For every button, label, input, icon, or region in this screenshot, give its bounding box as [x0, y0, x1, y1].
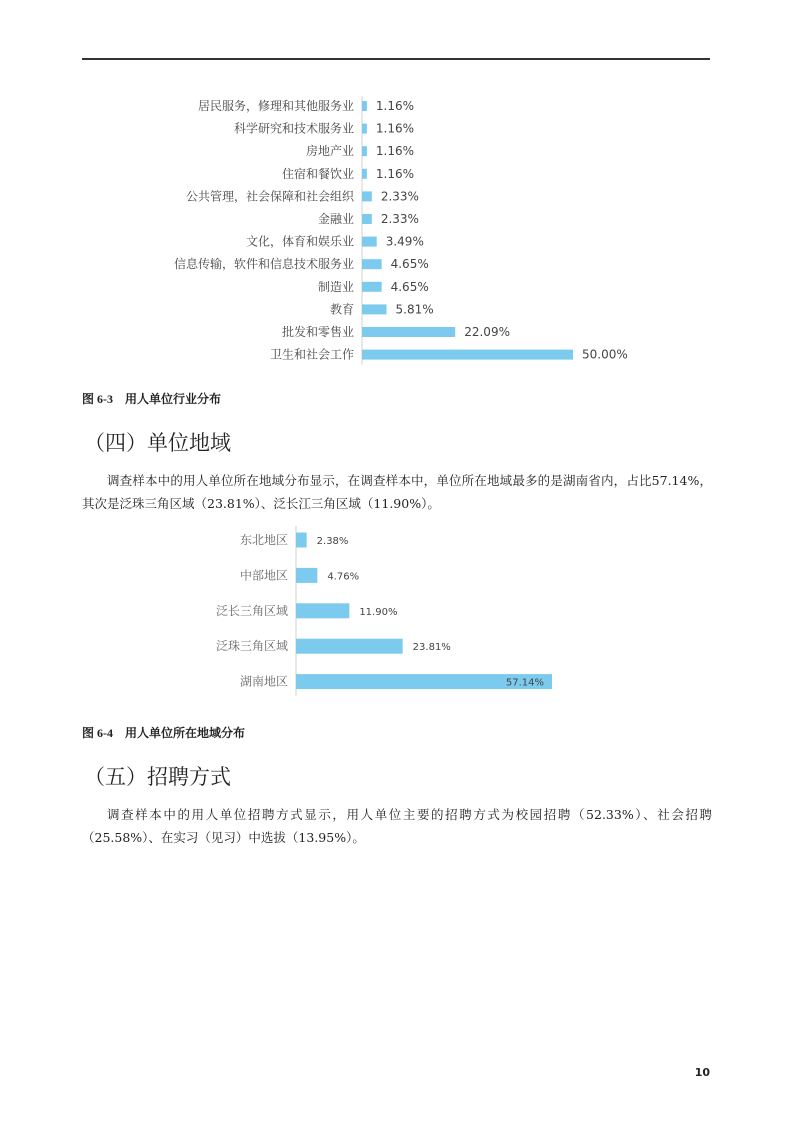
section-5-paragraph: 调查样本中的用人单位招聘方式显示，用人单位主要的招聘方式为校园招聘（52.33%）、社会招聘（25.58%）、在实习（见习）中选拔（13.95%）。	[82, 807, 712, 845]
chart1-value-label: 4.65%	[390, 279, 429, 294]
chart1-value-label: 50.00%	[582, 347, 628, 362]
chart2-value-label: 57.14%	[505, 677, 544, 689]
chart1-category-label: 文化，体育和娱乐业	[245, 234, 354, 249]
chart2-value-label: 11.90%	[359, 606, 398, 618]
chart1-category-label: 制造业	[317, 279, 354, 294]
section-5-heading: （五）招聘方式	[84, 765, 231, 789]
chart2-bar	[296, 533, 307, 548]
chart1-category-label: 金融业	[317, 212, 354, 226]
chart2-value-label: 23.81%	[412, 642, 451, 654]
chart2-value-label: 2.38%	[316, 536, 349, 547]
chart1-value-label: 5.81%	[395, 302, 434, 317]
chart2-bar	[296, 639, 403, 654]
chart1-category-label: 卫生和社会工作	[269, 347, 354, 362]
chart2-category-label: 泛珠三角区域	[215, 639, 288, 654]
chart1-value-label: 2.33%	[380, 212, 419, 226]
chart2-bar	[296, 603, 349, 618]
chart1-value-label: 2.33%	[380, 189, 419, 204]
figure-4-caption	[82, 724, 245, 741]
chart1-value-label: 1.16%	[375, 121, 415, 136]
chart1-category-label: 居民服务，修理和其他服务业	[197, 99, 354, 113]
chart1-value-label: 1.16%	[375, 99, 415, 113]
page-number: 10	[694, 1066, 710, 1079]
section-4-paragraph: 调查样本中的用人单位所在地域分布显示，在调查样本中，单位所在地域最多的是湖南省内，占比57.14%，其次是泛珠三角区域（23.81%）、泛长江三角区域（11.90%）。	[82, 473, 712, 511]
chart1-value-label: 1.16%	[375, 166, 415, 181]
chart1-category-label: 教育	[329, 302, 354, 317]
section-4-heading: （四）单位地域	[84, 431, 231, 455]
figure-4-number: 图 6-4	[82, 726, 113, 740]
chart2-bar	[296, 568, 317, 583]
chart1-category-label: 公共管理，社会保障和社会组织	[185, 189, 354, 204]
chart1-value-label: 22.09%	[464, 325, 510, 339]
chart2-category-label: 东北地区	[239, 533, 288, 547]
chart1-category-label: 住宿和餐饮业	[281, 166, 354, 181]
chart2-category-label: 湖南地区	[239, 674, 288, 689]
chart1-category-label: 信息传输，软件和信息技术服务业	[173, 257, 354, 272]
chart1-value-label: 1.16%	[375, 144, 415, 159]
chart1-value-label: 3.49%	[385, 234, 424, 249]
figure-3-number: 图 6-3	[82, 392, 113, 406]
figure-3-title: 用人单位行业分布	[125, 392, 222, 406]
chart1-category-label: 科学研究和技术服务业	[233, 121, 354, 136]
chart2-category-label: 中部地区	[239, 568, 288, 583]
chart1-category-label: 批发和零售业	[281, 325, 354, 339]
figure-4-title: 用人单位所在地域分布	[125, 726, 246, 740]
chart1-value-label: 4.65%	[390, 257, 429, 272]
chart2-category-label: 泛长三角区域	[215, 603, 288, 618]
chart1-category-label: 房地产业	[305, 144, 354, 159]
chart2-value-label: 4.76%	[327, 571, 360, 583]
